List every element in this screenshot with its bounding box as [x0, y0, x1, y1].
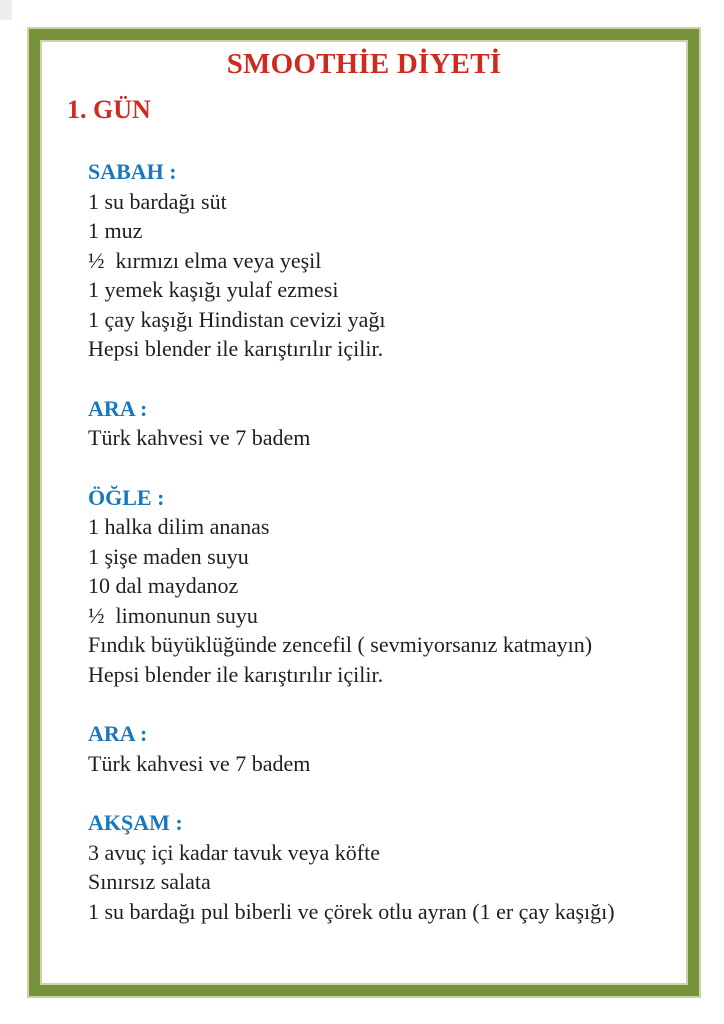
section-ogle [88, 483, 688, 690]
diet-item: Fındık büyüklüğünde zencefil ( sevmiyorsanız katmayın) [88, 632, 593, 657]
page-border-frame [29, 29, 699, 996]
diet-item: 1 muz [88, 218, 143, 243]
diet-item: 1 şişe maden suyu [88, 543, 249, 569]
diet-item: 3 avuç içi kadar tavuk veya köfte [88, 839, 380, 865]
section-heading-aksam: AKŞAM : [88, 810, 183, 835]
diet-item: Türk kahvesi ve 7 badem [88, 750, 311, 776]
diet-sections [88, 157, 688, 926]
section-aksam [88, 808, 688, 926]
diet-item: 1 çay kaşığı Hindistan cevizi yağı [88, 306, 386, 332]
section-heading-ara-1: ARA : [88, 395, 148, 421]
section-heading-ara-2: ARA : [88, 721, 148, 746]
document-title: SMOOTHİE DİYETİ [226, 48, 502, 80]
scan-corner-artifact [0, 0, 12, 20]
diet-item: ½ kırmızı elma veya yeşil [88, 247, 322, 273]
diet-item: Türk kahvesi ve 7 badem [88, 425, 311, 450]
diet-item: 1 halka dilim ananas [88, 514, 270, 539]
diet-item: Hepsi blender ile karıştırılır içilir. [88, 336, 384, 361]
section-ara-1 [88, 394, 688, 453]
section-heading-ogle: ÖĞLE : [88, 484, 165, 510]
section-heading-sabah: SABAH : [88, 159, 177, 184]
diet-item: Hepsi blender ile karıştırılır içilir. [88, 661, 384, 687]
diet-item: 10 dal maydanoz [88, 573, 239, 598]
section-sabah [88, 157, 688, 364]
diet-item: Sınırsız salata [88, 869, 211, 894]
diet-item: ½ limonunun suyu [88, 602, 258, 628]
day-heading: 1. GÜN [67, 95, 151, 124]
diet-item: 1 su bardağı süt [88, 188, 227, 214]
diet-item: 1 su bardağı pul biberli ve çörek otlu ayran (1 er çay kaşığı) [88, 898, 615, 924]
diet-item: 1 yemek kaşığı yulaf ezmesi [88, 277, 339, 302]
section-ara-2 [88, 719, 688, 778]
